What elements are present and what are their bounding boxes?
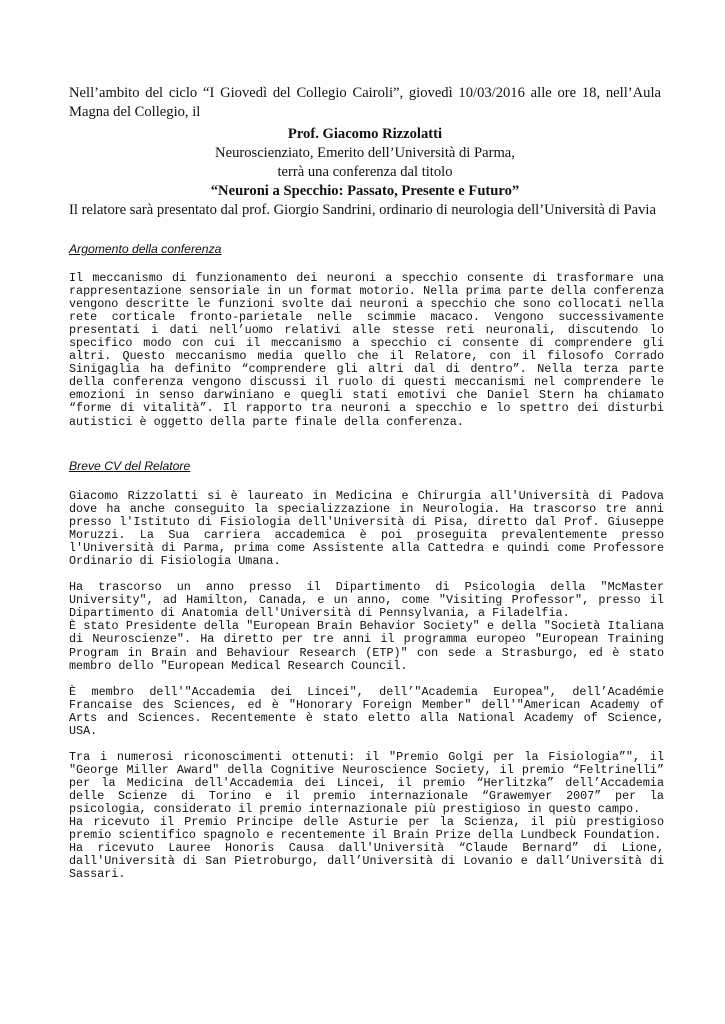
cv-section	[69, 490, 664, 881]
talk-title: “Neuroni a Specchio: Passato, Presente e Futuro”	[210, 183, 520, 199]
cv-paragraph-awards: Tra i numerosi riconoscimenti ottenuti: il "Premio Golgi per la Fisiologia”", il "George Miller Award" della Cognitive Neuroscience Society, il premio “Feltrinelli” per la Medicina dell'Accademia dei Lincei, il premio “Herlitzka” dell’Accademia delle Scienze di Torino e il premio internazionale “Grawemyer 2007” per la psicologia, considerato il premio internazionale più prestigioso in questo campo.	[69, 749, 664, 816]
announce-line: terrà una conferenza dal titolo	[277, 164, 453, 180]
cv-paragraph-roles: È stato Presidente della "European Brain Behavior Society" e della "Società Italiana di Neuroscienze". Ha diretto per tre anni il programma europeo "European Training Program in Brain and Behaviour Research (ETP)" con sede a Strasburgo, ed è stato membro dello "European Medical Research Council.	[69, 619, 664, 673]
speaker-name: Prof. Giacomo Rizzolatti	[287, 126, 443, 142]
cv-paragraph-education: Giacomo Rizzolatti si è laureato in Medicina e Chirurgia all'Università di Padova dove ha anche conseguito la specializzazione in Neurologia. Ha trascorso tre anni presso l'Istituto di Fisiologia dell'Università di Pisa, diretto dal Prof. Giuseppe Moruzzi. La Sua carriera accademica è poi proseguita prevalentemente presso l'Università di Parma, prima come Assistente alla Cattedra e quindi come Professore Ordinario di Fisiologia Umana.	[69, 489, 664, 569]
speaker-block	[69, 125, 661, 201]
topic-section	[69, 272, 664, 429]
cv-paragraph-memberships: È membro dell'"Accademia dei Lincei", dell’"Academia Europea", dell’Académie Francaise des Sciences, ed è "Honorary Foreign Member" dell'"American Academy of Arts and Sciences. Recentemente è stato eletto alla National Academy of Science, USA.	[69, 684, 664, 738]
intro-paragraph: Nell’ambito del ciclo “I Giovedì del Collegio Cairoli”, giovedì 10/03/2016 alle ore 18, nell’Aula Magna del Collegio, il	[69, 85, 661, 120]
topic-paragraph: Il meccanismo di funzionamento dei neuroni a specchio consente di trasformare una rappresentazione sensoriale in un format motorio. Nella prima parte della conferenza vengono descritte le funzioni svolte dai neuroni a specchio che sono collocati nella rete corticale fronto-parietale nelle scimmie macaco. Vengono successivamente presentati i dati nell’uomo relativi alle stesse reti neuronali, discutendo lo specifico modo con cui il meccanismo a specchio ci consente di comprendere gli altri. Questo meccanismo media quello che il Relatore, con il filosofo Corrado Sinigaglia ha definito “comprendere gli altri dal di dentro”. Nella terza parte della conferenza vengono discussi il ruolo di questi meccanismi nel comprendere le emozioni in senso darwiniano e quegli stati emotivi che Daniel Stern ha chiamato “forme di vitalità”. Il rapporto tra neuroni a specchio e lo spettro dei disturbi autistici è oggetto della parte finale della conferenza.	[69, 271, 664, 429]
cv-heading: Breve CV del Relatore	[69, 459, 191, 473]
cv-paragraph-prizes: Ha ricevuto il Premio Principe delle Asturie per la Scienza, il più prestigioso premio scientifico spagnolo e recentemente il Brain Prize della Lundbeck Foundation.	[69, 815, 664, 843]
presenter-line: Il relatore sarà presentato dal prof. Giorgio Sandrini, ordinario di neurologia dell’Università di Pavia	[69, 202, 656, 218]
speaker-role: Neuroscienziato, Emerito dell’Università di Parma,	[215, 145, 515, 161]
cv-paragraph-honorary-degrees: Ha ricevuto Lauree Honoris Causa dall'Università “Claude Bernard” di Lione, dall'Università di San Pietroburgo, dall’Università di Lovanio e dall’Università di Sassari.	[69, 841, 664, 882]
cv-paragraph-abroad: Ha trascorso un anno presso il Dipartimento di Psicologia della "McMaster University", ad Hamilton, Canada, e un anno, come "Visiting Professor", presso il Dipartimento di Anatomia dell'Università di Pennsylvania, a Filadelfia.	[69, 580, 664, 621]
topic-heading: Argomento della conferenza	[69, 242, 222, 256]
